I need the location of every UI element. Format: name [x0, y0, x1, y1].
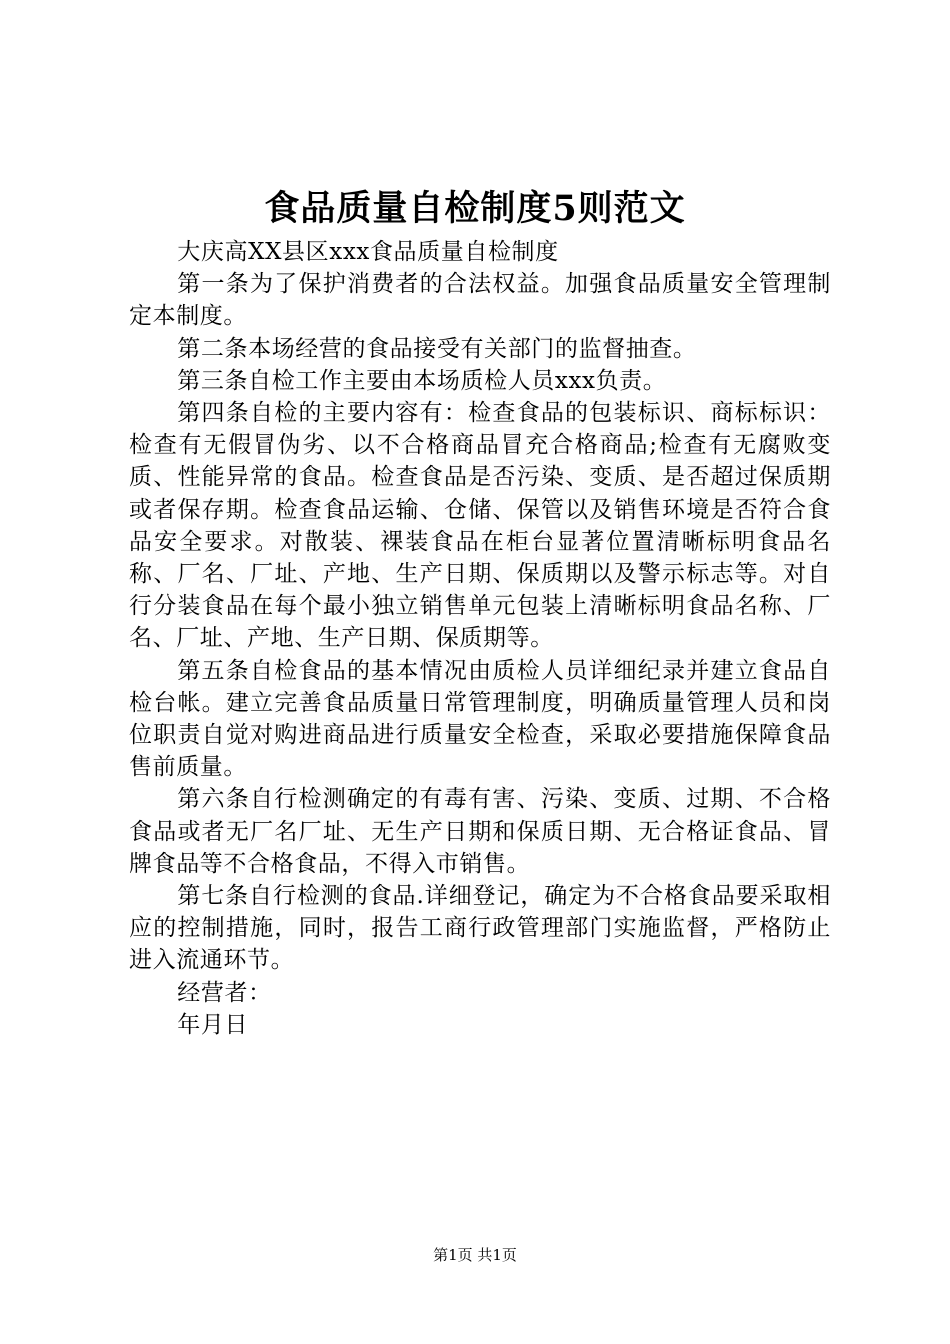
paragraph-date: 年月日 [177, 1011, 249, 1038]
paragraph-article-1: 第一条为了保护消费者的合法权益。加强食品质量安全管理制定本制度。 [129, 271, 831, 330]
document-title: 食品质量自检制度5则范文 [264, 188, 686, 229]
paragraph-article-5: 第五条自检食品的基本情况由质检人员详细纪录并建立食品自检台帐。建立完善食品质量日常管理制度，明确质量管理人员和岗位职责自觉对购进商品进行质量安全检查，采取必要措施保障食品售前质量。 [129, 657, 831, 781]
paragraph-article-2: 第二条本场经营的食品接受有关部门的监督抽查。 [177, 335, 697, 362]
page-footer: 第1页 共1页 [433, 1246, 517, 1264]
paragraph-article-4: 第四条自检的主要内容有：检查食品的包装标识、商标标识：检查有无假冒伪劣、以不合格商品冒充合格商品;检查有无腐败变质、性能异常的食品。检查食品是否污染、变质、是否超过保质期或者保存期。检查食品运输、仓储、保管以及销售环境是否符合食品安全要求。对散装、裸装食品在柜台显著位置清晰标明食品名称、厂名、厂址、产地、生产日期、保质期以及警示标志等。对自行分装食品在每个最小独立销售单元包装上清晰标明食品名称、厂名、厂址、产地、生产日期、保质期等。 [129, 400, 831, 652]
paragraph-article-7: 第七条自行检测的食品.详细登记，确定为不合格食品要采取相应的控制措施，同时，报告工商行政管理部门实施监督，严格防止进入流通环节。 [129, 883, 831, 974]
document-body [129, 236, 831, 1041]
paragraph-article-6: 第六条自行检测确定的有毒有害、污染、变质、过期、不合格食品或者无厂名厂址、无生产日期和保质日期、无合格证食品、冒牌食品等不合格食品，不得入市销售。 [129, 786, 831, 877]
paragraph-article-3: 第三条自检工作主要由本场质检人员xxx负责。 [177, 367, 667, 394]
paragraph-operator: 经营者： [177, 979, 272, 1006]
paragraph-heading: 大庆高XX县区xxx食品质量自检制度 [177, 239, 559, 265]
